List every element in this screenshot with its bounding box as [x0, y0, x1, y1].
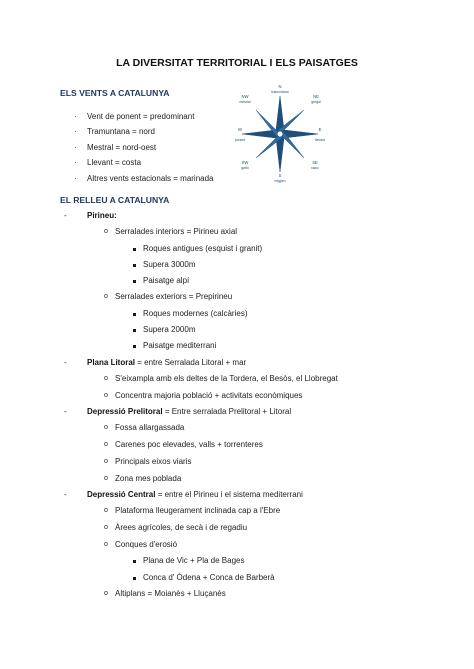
compass-e-label: E	[318, 127, 322, 132]
bullet-square	[133, 280, 136, 283]
bullet-square	[133, 329, 136, 332]
interiors-item-1: Roques antigues (esquist i granit)	[143, 244, 263, 253]
winds-heading: ELS VENTS A CATALUNYA	[60, 88, 170, 98]
exteriors-item-2: Supera 2000m	[143, 325, 196, 334]
central-line	[87, 490, 303, 499]
wind-item-5: Altres vents estacionals = marinada	[87, 174, 214, 183]
compass-se-label: SE	[312, 160, 318, 165]
compass-w-label: W	[238, 127, 242, 132]
exteriors-item-3: Paisatge mediterrani	[143, 341, 217, 350]
central-item-3: Conques d'erosió	[115, 540, 178, 549]
wind-item-2: Tramuntana = nord	[87, 127, 155, 136]
bullet-circle: o	[104, 524, 108, 531]
bullet-circle: o	[104, 441, 108, 448]
plana-item-1: S'eixampla amb els deltes de la Tordera, el Besòs, el Llobregat	[115, 374, 338, 383]
bullet-circle: o	[104, 375, 108, 382]
wind-item-1: Vent de ponent = predominant	[87, 112, 195, 121]
pirineu-interiors: Serralades interiors = Pirineu axial	[115, 227, 238, 236]
bullet-circle: o	[104, 424, 108, 431]
compass-center	[277, 131, 283, 137]
bullet-square	[133, 577, 136, 580]
central-label: Depressió Central	[87, 490, 156, 499]
prelitoral-label: Depressió Prelitoral	[87, 407, 163, 416]
prelitoral-line	[87, 407, 291, 416]
bullet-circle: o	[104, 590, 108, 597]
compass-se-name: xaloc	[311, 166, 319, 170]
prelitoral-item-1: Fossa allargassada	[115, 423, 185, 432]
bullet-dot: ·	[74, 158, 77, 167]
compass-nw-label: NW	[241, 94, 249, 99]
compass-sw-label: SW	[241, 160, 249, 165]
bullet-square	[133, 264, 136, 267]
relief-heading: EL RELLEU A CATALUNYA	[60, 195, 170, 205]
compass-n-label: N	[278, 84, 282, 89]
plana-label: Plana Litoral	[87, 358, 136, 367]
pirineu-exteriors: Serralades exteriors = Prepirineu	[115, 292, 233, 301]
compass-ne-name: gregal	[311, 100, 321, 104]
prelitoral-item-2: Carenes poc elevades, valls + torrenteres	[115, 440, 263, 449]
interiors-item-3: Paisatge alpí	[143, 276, 190, 285]
compass-s-name: migjorn	[274, 179, 286, 183]
central-item-4: Altiplans = Moianès + Lluçanès	[115, 589, 226, 598]
prelitoral-desc: = Entre serralada Prelitoral + Litoral	[162, 407, 292, 416]
compass-ne-label: NE	[313, 94, 319, 99]
wind-item-3: Mestral = nord-oest	[87, 143, 157, 152]
bullet-dot: ·	[74, 174, 77, 183]
central-item-2: Àrees agrícoles, de secà i de regadiu	[115, 523, 248, 532]
bullet-circle: o	[104, 541, 108, 548]
prelitoral-item-4: Zona mes poblada	[115, 474, 182, 483]
compass-s-label: S	[278, 173, 282, 178]
bullet-square	[133, 560, 136, 563]
compass-w-name: ponent	[234, 138, 246, 142]
central-item-1: Plataforma lleugerament inclinada cap a l'Ebre	[115, 506, 281, 515]
bullet-dash: -	[64, 211, 67, 220]
bullet-circle: o	[104, 392, 108, 399]
bullet-square	[133, 345, 136, 348]
plana-line	[87, 358, 246, 367]
plana-item-2: Concentra majoria població + activitats econòmiques	[115, 391, 303, 400]
bullet-dot: ·	[74, 112, 77, 121]
bullet-square	[133, 248, 136, 251]
central-desc: = entre el Pirineu i el sistema mediterrani	[155, 490, 303, 499]
prelitoral-item-3: Principals eixos viaris	[115, 457, 192, 466]
wind-item-4: Llevant = costa	[87, 158, 142, 167]
bullet-dash: -	[64, 490, 67, 499]
bullet-circle: o	[104, 228, 108, 235]
bullet-circle: o	[104, 293, 108, 300]
bullet-dash: -	[64, 407, 67, 416]
pirineu-label: Pirineu:	[87, 211, 117, 220]
conques-item-1: Plana de Vic + Pla de Bages	[143, 556, 245, 565]
bullet-dot: ·	[74, 143, 77, 152]
conques-item-2: Conca d' Òdena + Conca de Barberà	[143, 573, 275, 582]
compass-e-name: llevant	[315, 138, 325, 142]
interiors-item-2: Supera 3000m	[143, 260, 196, 269]
bullet-circle: o	[104, 458, 108, 465]
compass-nw-name: mestral	[239, 100, 251, 104]
plana-desc: = entre Serralada Litoral + mar	[135, 358, 247, 367]
bullet-dash: -	[64, 358, 67, 367]
compass-sw-name: garbí	[241, 166, 249, 170]
page-title: LA DIVERSITAT TERRITORIAL I ELS PAISATGES	[116, 57, 358, 69]
compass-n-name: tramuntana	[271, 90, 289, 94]
bullet-circle: o	[104, 507, 108, 514]
bullet-square	[133, 313, 136, 316]
bullet-circle: o	[104, 475, 108, 482]
compass-rose-icon	[230, 84, 330, 184]
exteriors-item-1: Roques modernes (calcàries)	[143, 309, 248, 318]
bullet-dot: ·	[74, 127, 77, 136]
